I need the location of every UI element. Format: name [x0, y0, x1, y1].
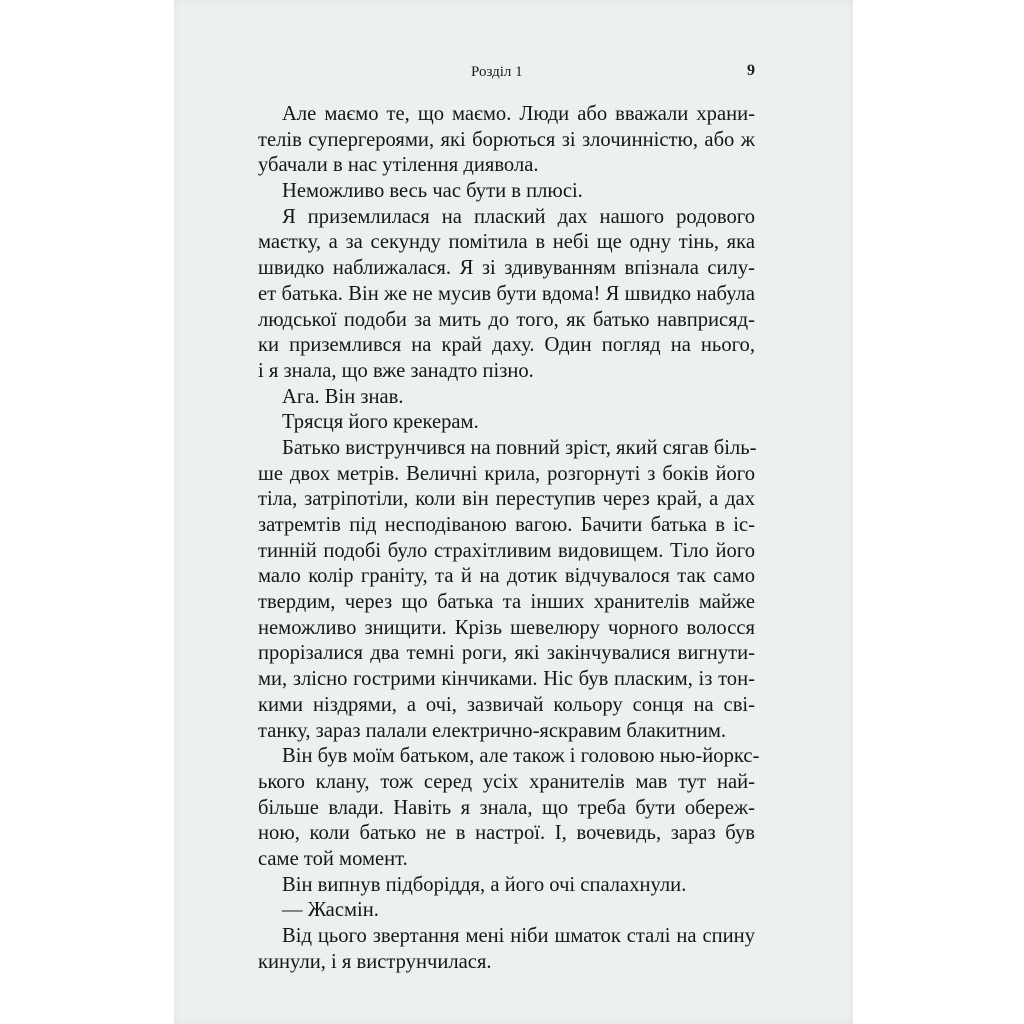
text-line: прорізалися два темні роги, які закінчувалися вигнути- — [258, 642, 755, 665]
text-line: Я приземлилася на плаский дах нашого родового — [282, 205, 755, 228]
text-line: Неможливо весь час бути в плюсі. — [282, 180, 583, 203]
chapter-title: Розділ 1 — [471, 64, 523, 80]
text-line: Він був моїм батьком, але також і головою нью-йоркс- — [282, 745, 760, 768]
text-line: кими ніздрями, а очі, зазвичай кольору сонця на сві- — [258, 693, 755, 716]
text-line: телів супергероями, які борються зі злочинністю, або ж — [258, 128, 755, 151]
page-number: 9 — [747, 62, 755, 79]
text-line: тіла, затріпотіли, коли він переступив через край, а дах — [258, 488, 755, 511]
text-line: Ага. Він знав. — [282, 385, 404, 408]
text-line: Від цього звертання мені ніби шматок сталі на спину — [282, 925, 755, 947]
text-line: ше двох метрів. Величні крила, розгорнуті з боків його — [258, 462, 755, 485]
text-line: Але маємо те, що маємо. Люди або вважали храни- — [282, 103, 755, 125]
text-line: ми, злісно гострими кінчиками. Ніс був пласким, із тон- — [258, 668, 755, 691]
text-line: танку, зараз палали електрично-яскравим блакитним. — [258, 719, 727, 742]
text-line: тинній подобі було страхітливим видовищем. Тіло його — [258, 539, 755, 562]
text-line: маєтку, а за секунду помітила в небі ще одну тінь, яка — [258, 231, 755, 254]
text-line: більше влади. Навіть я знала, що треба бути обереж- — [258, 796, 755, 819]
text-line: саме той момент. — [258, 847, 408, 870]
book-page — [174, 0, 853, 1024]
text-line: людської подоби за мить до того, як батько навприсяд- — [258, 308, 755, 331]
running-head — [174, 62, 853, 86]
text-line: Трясця його крекерам. — [282, 411, 479, 434]
text-line: ет батька. Він же не мусив бути вдома! Я швидко набула — [258, 282, 755, 305]
text-line: убачали в нас утілення диявола. — [258, 154, 539, 177]
text-line: швидко наближалася. Я зі здивуванням впізнала силу- — [258, 257, 755, 280]
text-line: ького клану, тож серед усіх хранителів мав тут най- — [258, 770, 755, 793]
text-line: затремтів під несподіваною вагою. Бачити батька в іс- — [258, 514, 755, 536]
text-line: мало колір граніту, та й на дотик відчувалося так само — [258, 565, 755, 588]
text-line: кинули, і я виструнчилася. — [258, 950, 492, 973]
text-line: Він випнув підборіддя, а його очі спалахнули. — [282, 873, 687, 896]
text-line: Батько виструнчився на повний зріст, який сягав біль- — [282, 436, 757, 459]
text-line: ки приземлився на край даху. Один погляд на нього, — [258, 334, 755, 357]
text-line: і я знала, що вже занадто пізно. — [258, 359, 534, 382]
text-line: твердим, через що батька та інших хранителів майже — [258, 591, 755, 614]
body-text — [258, 102, 760, 975]
text-line: ною, коли батько не в настрої. І, вочевидь, зараз був — [258, 822, 755, 845]
text-line: неможливо знищити. Крізь шевелюру чорного волосся — [258, 616, 755, 639]
text-line: — Жасмін. — [282, 899, 379, 922]
